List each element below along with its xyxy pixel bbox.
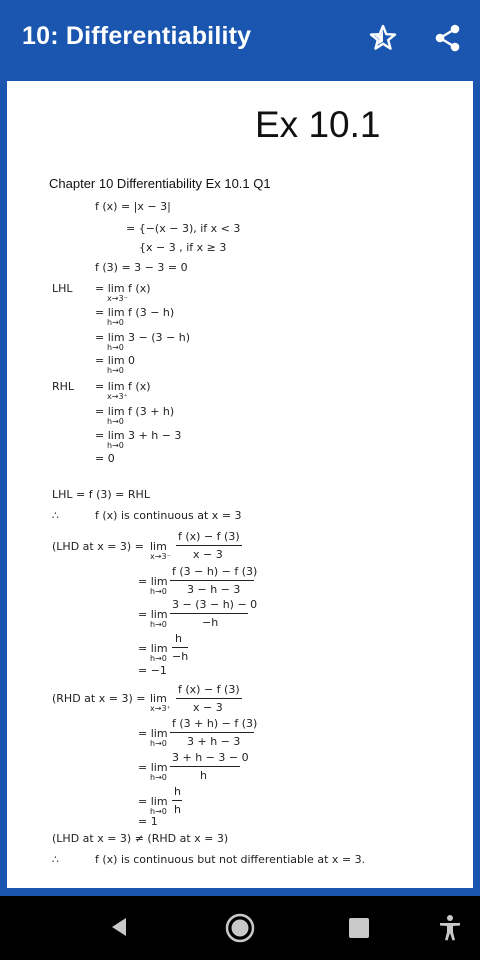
math-line: f (x) is continuous at x = 3 xyxy=(95,509,242,522)
share-icon[interactable] xyxy=(432,22,464,54)
fraction-bar xyxy=(172,800,182,801)
recents-icon[interactable] xyxy=(347,916,371,940)
fraction-numerator: 3 − (3 − h) − 0 xyxy=(172,598,258,611)
math-line: = 0 xyxy=(95,452,115,465)
fraction-denominator: 3 − h − 3 xyxy=(187,583,241,596)
home-icon[interactable] xyxy=(224,912,256,944)
limit-word: = lim xyxy=(138,608,168,621)
exercise-title: Ex 10.1 xyxy=(255,104,381,145)
math-line: = lim 0 xyxy=(95,354,136,367)
math-line: = −1 xyxy=(138,664,167,677)
limit-subscript: x→3⁻ xyxy=(107,294,128,303)
limit-word: lim xyxy=(150,692,167,705)
limit-subscript: h→0 xyxy=(150,587,167,596)
conclusion-line: f (x) is continuous but not differentiable at x = 3. xyxy=(95,853,366,866)
limit-subscript: h→0 xyxy=(107,441,124,450)
math-label-rhd: (RHD at x = 3) = xyxy=(52,692,146,705)
limit-subscript: x→3⁺ xyxy=(150,704,171,713)
limit-subscript: h→0 xyxy=(107,343,124,352)
fraction-bar xyxy=(170,732,254,733)
limit-subscript: h→0 xyxy=(150,807,167,816)
limit-word: lim xyxy=(150,540,167,553)
math-line: f (x) = |x − 3| xyxy=(95,200,171,213)
star-icon[interactable] xyxy=(367,22,399,54)
fraction-numerator: f (x) − f (3) xyxy=(178,683,240,696)
math-line: = lim f (x) xyxy=(95,282,151,295)
math-line: = {−(x − 3), if x < 3 xyxy=(126,222,241,235)
math-line: = lim 3 + h − 3 xyxy=(95,429,182,442)
fraction-bar xyxy=(170,766,240,767)
fraction-denominator: −h xyxy=(172,650,189,663)
back-icon[interactable] xyxy=(106,914,132,940)
limit-subscript: h→0 xyxy=(107,318,124,327)
math-line: = lim f (3 − h) xyxy=(95,306,175,319)
limit-subscript: h→0 xyxy=(150,620,167,629)
limit-subscript: h→0 xyxy=(150,654,167,663)
fraction-bar xyxy=(170,580,254,581)
math-line: f (3) = 3 − 3 = 0 xyxy=(95,261,188,274)
content-card xyxy=(7,81,473,888)
math-line: = lim f (x) xyxy=(95,380,151,393)
fraction-denominator: 3 + h − 3 xyxy=(187,735,241,748)
fraction-denominator: −h xyxy=(202,616,219,629)
math-line: LHL = f (3) = RHL xyxy=(52,488,150,501)
limit-word: = lim xyxy=(138,575,168,588)
fraction-bar xyxy=(176,698,242,699)
limit-subscript: h→0 xyxy=(150,739,167,748)
fraction-numerator: h xyxy=(175,632,182,645)
limit-subscript: x→3⁺ xyxy=(107,392,128,401)
fraction-numerator: f (x) − f (3) xyxy=(178,530,240,543)
math-line: {x − 3 , if x ≥ 3 xyxy=(139,241,227,254)
fraction-numerator: h xyxy=(174,785,181,798)
limit-word: = lim xyxy=(138,795,168,808)
therefore-symbol: ∴ xyxy=(52,853,59,866)
limit-word: = lim xyxy=(138,642,168,655)
math-line: (LHD at x = 3) ≠ (RHD at x = 3) xyxy=(52,832,229,845)
fraction-numerator: 3 + h − 3 − 0 xyxy=(172,751,249,764)
fraction-denominator: x − 3 xyxy=(193,701,223,714)
fraction-bar xyxy=(176,545,242,546)
fraction-numerator: f (3 − h) − f (3) xyxy=(172,565,258,578)
app-title: 10: Differentiability xyxy=(22,22,252,50)
fraction-denominator: x − 3 xyxy=(193,548,223,561)
limit-subscript: h→0 xyxy=(107,366,124,375)
therefore-symbol: ∴ xyxy=(52,509,59,522)
accessibility-icon[interactable] xyxy=(437,914,463,942)
math-label-lhd: (LHD at x = 3) = xyxy=(52,540,144,553)
fraction-bar xyxy=(170,613,248,614)
app-bar xyxy=(0,0,480,78)
limit-subscript: h→0 xyxy=(107,417,124,426)
limit-word: = lim xyxy=(138,761,168,774)
math-line: = 1 xyxy=(138,815,158,828)
fraction-denominator: h xyxy=(174,803,181,816)
fraction-numerator: f (3 + h) − f (3) xyxy=(172,717,258,730)
limit-subscript: h→0 xyxy=(150,773,167,782)
limit-word: = lim xyxy=(138,727,168,740)
limit-subscript: x→3⁻ xyxy=(150,552,171,561)
fraction-bar xyxy=(172,647,188,648)
fraction-denominator: h xyxy=(200,769,207,782)
math-line: = lim f (3 + h) xyxy=(95,405,175,418)
system-nav-bar xyxy=(0,896,480,960)
math-label-rhl: RHL xyxy=(52,380,75,393)
question-heading: Chapter 10 Differentiability Ex 10.1 Q1 xyxy=(49,176,271,191)
math-line: = lim 3 − (3 − h) xyxy=(95,331,191,344)
math-label-lhl: LHL xyxy=(52,282,73,295)
